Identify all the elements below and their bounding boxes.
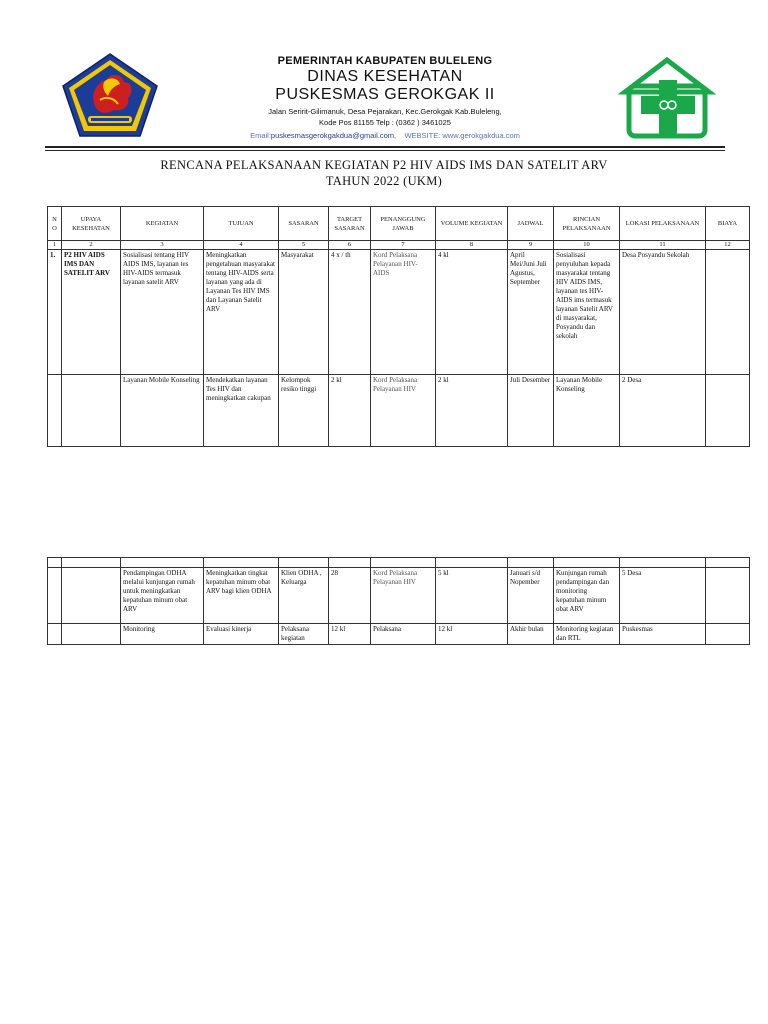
blank-cell: [436, 558, 508, 568]
document-title: [0, 157, 768, 189]
letterhead: [0, 0, 768, 150]
cell-target: 4 x / th: [329, 250, 371, 375]
column-number-row: [48, 241, 750, 250]
cell-volume: 4 kl: [436, 250, 508, 375]
cell-biaya: [706, 375, 750, 447]
blank-cell: [706, 558, 750, 568]
cell-pj: Pelaksana: [371, 624, 436, 645]
cell-upaya: [62, 624, 121, 645]
header-upaya: UPAYA KESEHATAN: [62, 207, 121, 241]
cell-volume: 12 kl: [436, 624, 508, 645]
col-num: 3: [121, 241, 204, 250]
col-num: 6: [329, 241, 371, 250]
blank-cell: [121, 558, 204, 568]
blank-cell: [508, 558, 554, 568]
col-num: 1: [48, 241, 62, 250]
cell-tujuan: Evaluasi kinerja: [204, 624, 279, 645]
buleleng-emblem-icon: [60, 52, 160, 138]
blank-cell: [371, 558, 436, 568]
cell-pj: Kord Pelaksana Pelayanan HIV: [371, 568, 436, 624]
letterhead-rule-thick: [45, 146, 725, 148]
header-biaya: BIAYA: [706, 207, 750, 241]
col-num: 2: [62, 241, 121, 250]
cell-jadwal: Januari s/d Nopember: [508, 568, 554, 624]
cell-no: [48, 568, 62, 624]
cell-rincian: Kunjungan rumah pendampingan dan monitoring kepatuhan minum obat ARV: [554, 568, 620, 624]
blank-row: [48, 558, 750, 568]
email-label: Email:: [250, 131, 271, 140]
cell-rincian: Layanan Mobile Konseling: [554, 375, 620, 447]
header-no: N O: [48, 207, 62, 241]
header-sasaran: SASARAN: [279, 207, 329, 241]
cell-biaya: [706, 568, 750, 624]
letterhead-rule-thin: [45, 150, 725, 151]
cell-rincian: Monitoring kegiatan dan RTL: [554, 624, 620, 645]
puskesmas-cross-icon: [617, 52, 717, 142]
cell-lokasi: 2 Desa: [620, 375, 706, 447]
cell-sasaran: Pelaksana kegiatan: [279, 624, 329, 645]
cell-tujuan: Mendekatkan layanan Tes HIV dan meningkatkan cakupan: [204, 375, 279, 447]
cell-pj: Kord Pelaksana Pelayanan HIV: [371, 375, 436, 447]
col-num: 7: [371, 241, 436, 250]
header-jadwal: JADWAL: [508, 207, 554, 241]
cell-no: [48, 375, 62, 447]
cell-kegiatan: Monitoring: [121, 624, 204, 645]
cell-biaya: [706, 250, 750, 375]
cell-sasaran: Klien ODHA , Keluarga: [279, 568, 329, 624]
header-tujuan: TUJUAN: [204, 207, 279, 241]
blank-cell: [329, 558, 371, 568]
cell-biaya: [706, 624, 750, 645]
col-num: 4: [204, 241, 279, 250]
header-row: [48, 207, 750, 241]
activity-plan-table: [47, 206, 750, 447]
cell-jadwal: Akhir bulan: [508, 624, 554, 645]
cell-kegiatan: Layanan Mobile Konseling: [121, 375, 204, 447]
cell-sasaran: Masyarakat: [279, 250, 329, 375]
col-num: 8: [436, 241, 508, 250]
header-pj: PENANGGUNG JAWAB: [371, 207, 436, 241]
cell-lokasi: Desa Posyandu Sekolah: [620, 250, 706, 375]
cell-volume: 2 kl: [436, 375, 508, 447]
address-line: Jalan Seririt-Gilimanuk, Desa Pejarakan, Kec.Gerokgak Kab.Buleleng,: [268, 107, 502, 116]
header-target: TARGET SASARAN: [329, 207, 371, 241]
table-row: [48, 624, 750, 645]
cell-jadwal: April Mei/Juni Juli Agustus, September: [508, 250, 554, 375]
blank-cell: [620, 558, 706, 568]
contact-line: [180, 131, 590, 140]
cell-jadwal: Juli Desember: [508, 375, 554, 447]
blank-cell: [62, 558, 121, 568]
cell-target: 12 kl: [329, 624, 371, 645]
title-line-2: TAHUN 2022 (UKM): [325, 174, 443, 188]
cell-kegiatan: Sosialisasi tentang HIV AIDS IMS, layanan tes HIV-AIDS termasuk layanan satelit ARV: [121, 250, 204, 375]
cell-tujuan: Meningkatkan pengetahuan masyarakat tentang HIV-AIDS serta layanan yang ada di Layanan Tes HIV IMS dan Layanan Satelit ARV: [204, 250, 279, 375]
cell-rincian: Sosialisasi penyuluhan kepada masyarakat tentang HIV AIDS IMS, layanan tes HIV-AIDS ims termasuk layanan Satelit ARV di masyarakat, Posyandu dan sekolah: [554, 250, 620, 375]
cell-target: 2 kl: [329, 375, 371, 447]
puskesmas-name: PUSKESMAS GEROKGAK II: [275, 86, 495, 103]
table-row: [48, 568, 750, 624]
col-num: 5: [279, 241, 329, 250]
cell-upaya: [62, 375, 121, 447]
header-rincian: RINCIAN PELAKSANAAN: [554, 207, 620, 241]
postal-phone-line: Kode Pos 81155 Telp : (0362 ) 3461025: [319, 118, 451, 127]
agency-name: DINAS KESEHATAN: [307, 68, 463, 85]
col-num: 9: [508, 241, 554, 250]
activity-plan-table-continued: [47, 557, 750, 645]
cell-no: 1.: [48, 250, 62, 375]
website-link[interactable]: WEBSITE: www.gerokgakdua.com: [404, 131, 520, 140]
government-name: PEMERINTAH KABUPATEN BULELENG: [277, 55, 493, 67]
table-row: [48, 375, 750, 447]
email-link[interactable]: puskesmasgerokgakdua@gmail.com,: [270, 131, 397, 140]
header-kegiatan: KEGIATAN: [121, 207, 204, 241]
cell-pj: Kord Pelaksana Pelayanan HIV-AIDS: [371, 250, 436, 375]
cell-target: 28: [329, 568, 371, 624]
cell-kegiatan: Pendampingan ODHA melalui kunjungan rumah untuk meningkatkan kepatuhan minum obat ARV: [121, 568, 204, 624]
cell-upaya: [62, 568, 121, 624]
cell-lokasi: Puskesmas: [620, 624, 706, 645]
cell-volume: 5 kl: [436, 568, 508, 624]
header-lokasi: LOKASI PELAKSANAAN: [620, 207, 706, 241]
blank-cell: [48, 558, 62, 568]
title-line-1: RENCANA PELAKSANAAN KEGIATAN P2 HIV AIDS IMS DAN SATELIT ARV: [160, 158, 608, 172]
cell-lokasi: 5 Desa: [620, 568, 706, 624]
cell-tujuan: Meningkatkan tingkat kepatuhan minum obat ARV bagi klien ODHA: [204, 568, 279, 624]
cell-sasaran: Kelompok resiko tinggi: [279, 375, 329, 447]
header-volume: VOLUME KEGIATAN: [436, 207, 508, 241]
blank-cell: [279, 558, 329, 568]
blank-cell: [554, 558, 620, 568]
blank-cell: [204, 558, 279, 568]
cell-upaya: P2 HIV AIDS IMS DAN SATELIT ARV: [62, 250, 121, 375]
cell-no: [48, 624, 62, 645]
table-row: [48, 250, 750, 375]
col-num: 10: [554, 241, 620, 250]
col-num: 12: [706, 241, 750, 250]
col-num: 11: [620, 241, 706, 250]
